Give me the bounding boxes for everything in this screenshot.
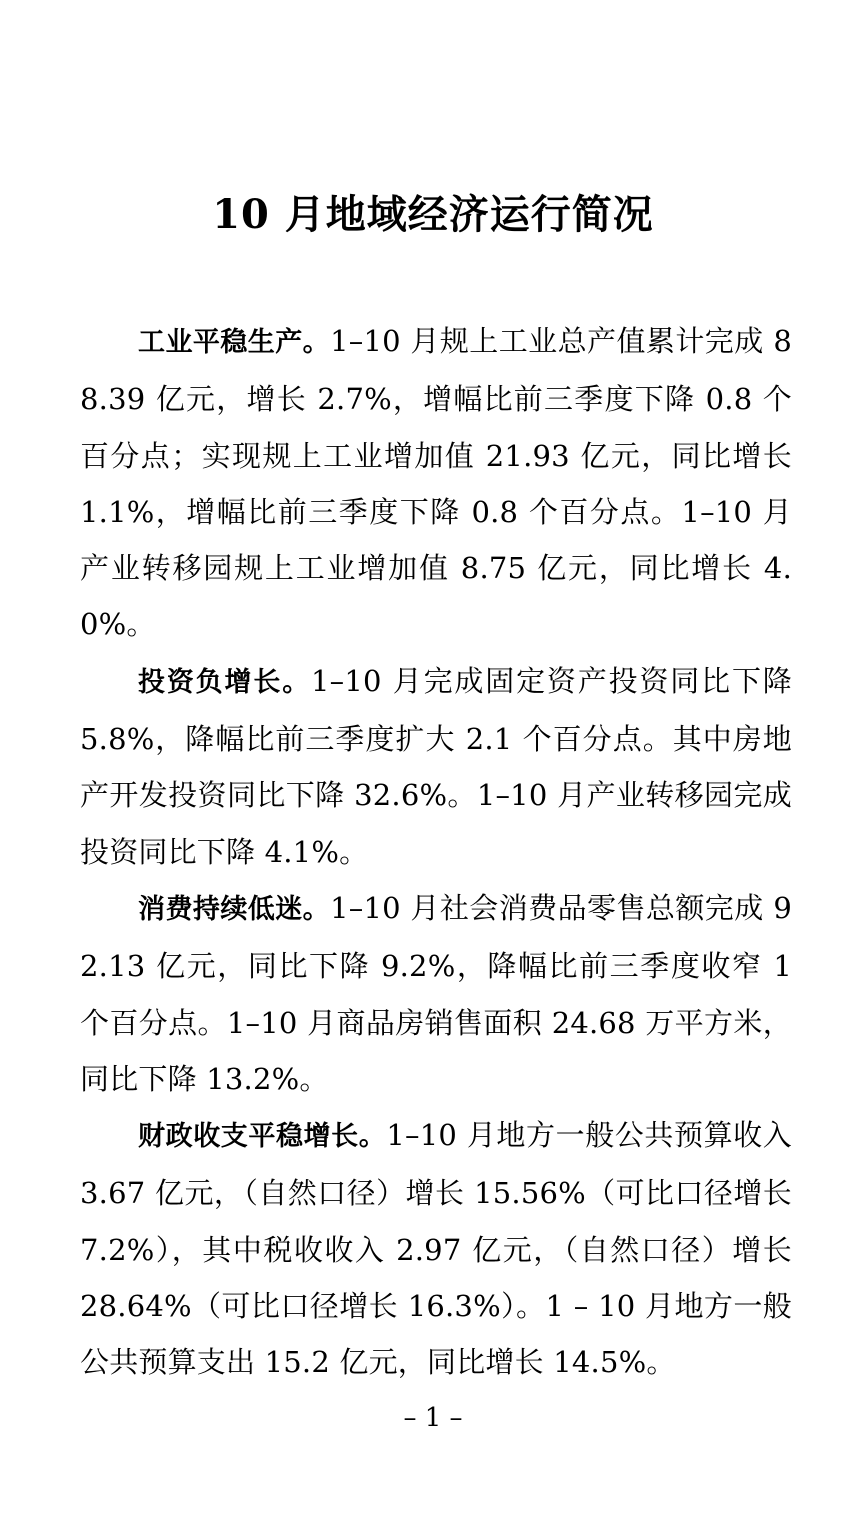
paragraph-industry [80, 313, 792, 653]
page-number: – 1 – [403, 1403, 463, 1433]
paragraph-consumption [80, 880, 792, 1107]
paragraph-text: 1–10 月社会消费品零售总额完成 92.13 亿元，同比下降 9.2%，降幅比前三季度收窄 1 个百分点。1–10 月商品房销售面积 24.68 万平方米，同比下降 13.2%。 [80, 890, 792, 1096]
paragraph-heading: 财政收支平稳增长。 [138, 1121, 387, 1153]
paragraph-text: 1–10 月完成固定资产投资同比下降 5.8%，降幅比前三季度扩大 2.1 个百分点。其中房地产开发投资同比下降 32.6%。1–10 月产业转移园完成投资同比下降 4.1%。 [80, 663, 792, 869]
paragraph-text: 1–10 月地方一般公共预算收入 3.67 亿元，（自然口径）增长 15.56%（可比口径增长 7.2%），其中税收收入 2.97 亿元，（自然口径）增长 28.64%（可比口径增长 16.3%）。1 – 10 月地方一般公共预算支出 15.2 亿元，同比增长 14.5%。 [80, 1118, 792, 1380]
paragraph-heading: 工业平稳生产。 [138, 327, 331, 358]
document-body [80, 313, 792, 1391]
page-title: 10 月地域经济运行简况 [212, 190, 654, 238]
paragraph-text: 1–10 月规上工业总产值累计完成 88.39 亿元，增长 2.7%，增幅比前三季度下降 0.8 个百分点；实现规上工业增加值 21.93 亿元，同比增长 1.1%，增幅比前三季度下降 0.8 个百分点。1–10 月产业转移园规上工业增加值 8.75 亿元，同比增长 4.0%。 [80, 324, 792, 642]
paragraph-finance [80, 1107, 792, 1390]
paragraph-heading: 投资负增长。 [138, 666, 312, 698]
paragraph-investment [80, 653, 792, 880]
paragraph-heading: 消费持续低迷。 [138, 893, 331, 925]
